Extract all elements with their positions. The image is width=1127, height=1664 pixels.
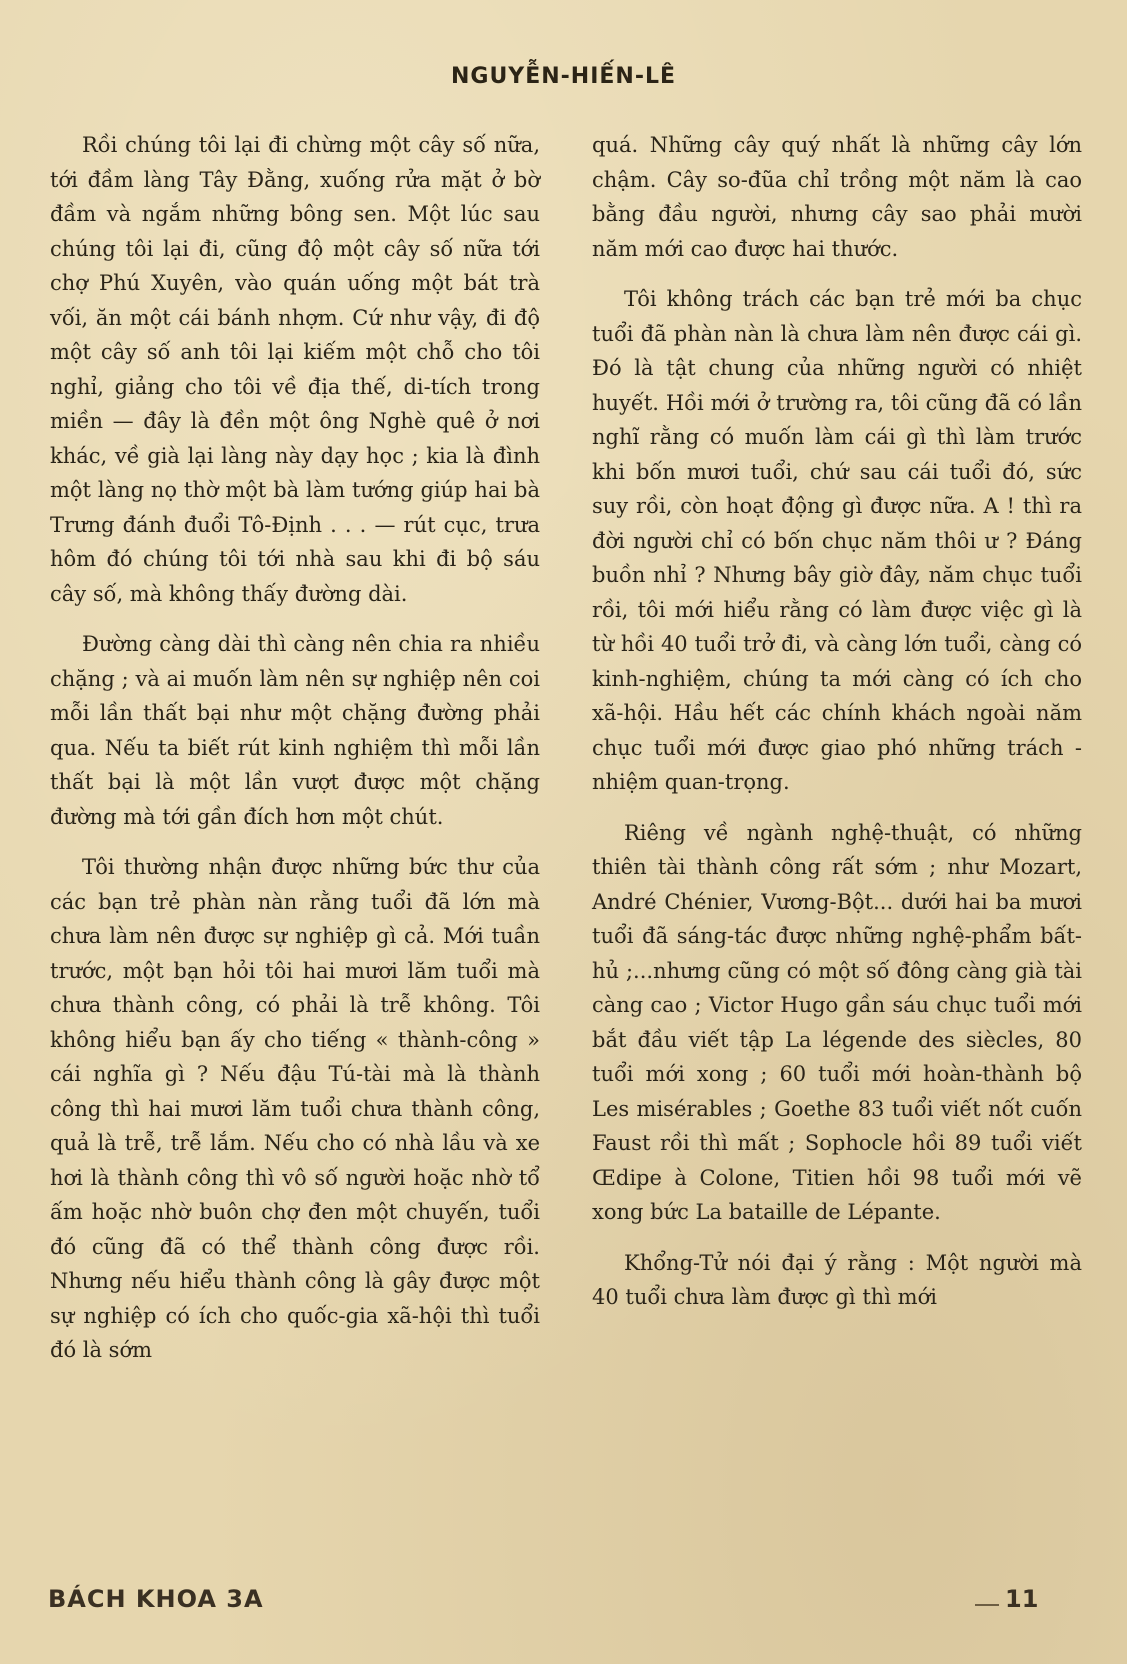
paragraph: Riêng về ngành nghệ-thuật, có những thiên tài thành công rất sớm ; như Mozart, André Chénier, Vương-Bột... dưới hai ba mươi tuổi đã sáng-tác được những nghệ-phẩm bất-hủ ;...nhưng cũng có một số đông càng già tài càng cao ; Victor Hugo gần sáu chục tuổi mới bắt đầu viết tập La légende des siècles, 80 tuổi mới xong ; 60 tuổi mới hoàn-thành bộ Les misérables ; Goethe 83 tuổi viết nốt cuốn Faust rồi thì mất ; Sophocle hồi 89 tuổi viết Œdipe à Colone, Titien hồi 98 tuổi mới vẽ xong bức La bataille de Lépante. xyxy=(592,820,1082,1224)
paragraph: Đường càng dài thì càng nên chia ra nhiều chặng ; và ai muốn làm nên sự nghiệp nên coi mỗi lần thất bại như một chặng đường phải qua. Nếu ta biết rút kinh nghiệm thì mỗi lần thất bại là một lần vượt được một chặng đường mà tới gần đích hơn một chút. xyxy=(50,632,540,829)
left-column xyxy=(50,128,540,1384)
paragraph: Rồi chúng tôi lại đi chừng một cây số nữa, tới đầm làng Tây Đằng, xuống rửa mặt ở bờ đầm và ngắm những bông sen. Một lúc sau chúng tôi lại đi, cũng độ một cây số nữa tới chợ Phú Xuyên, vào quán uống một bát trà vối, ăn một cái bánh nhợm. Cứ như vậy, đi độ một cây số anh tôi lại kiếm một chỗ cho tôi nghỉ, giảng cho tôi về địa thế, di-tích trong miền — đây là đền một ông Nghè quê ở nơi khác, về già lại làng này dạy học ; kia là đình một làng nọ thờ một bà làm tướng giúp hai bà Trưng đánh đuổi Tô-Định . . . — rút cục, trưa hôm đó chúng tôi tới nhà sau khi đi bộ sáu cây số, mà không thấy đường dài. xyxy=(50,133,540,606)
paragraph-continued: quá. Những cây quý nhất là những cây lớn chậm. Cây so-đũa chỉ trồng một năm là cao bằng đầu người, nhưng cây sao phải mười năm mới cao được hai thước. xyxy=(592,133,1082,261)
magazine-title: BÁCH KHOA 3A xyxy=(48,1585,264,1613)
running-head: NGUYỄN-HIẾN-LÊ xyxy=(450,64,677,89)
paragraph: Tôi không trách các bạn trẻ mới ba chục tuổi đã phàn nàn là chưa làm nên được cái gì. Đó là tật chung của những người có nhiệt huyết. Hồi mới ở trường ra, tôi cũng đã có lần nghĩ rằng có muốn làm cái gì thì làm trước khi bốn mươi tuổi, chứ sau cái tuổi đó, sức suy rồi, còn hoạt động gì được nữa. A ! thì ra đời người chỉ có bốn chục năm thôi ư ? Đáng buồn nhỉ ? Nhưng bây giờ đây, năm chục tuổi rồi, tôi mới hiểu rằng có làm được việc gì là từ hồi 40 tuổi trở đi, và càng lớn tuổi, càng có kinh-nghiệm, chúng ta mới càng có ích cho xã-hội. Hầu hết các chính khách ngoài năm chục tuổi mới được giao phó những trách - nhiệm quan-trọng. xyxy=(592,287,1082,794)
page-number-rule xyxy=(975,1604,999,1606)
page-number: 11 xyxy=(1005,1585,1039,1613)
paragraph: Khổng-Tử nói đại ý rằng : Một người mà 40 tuổi chưa làm được gì thì mới xyxy=(592,1250,1082,1309)
right-column xyxy=(592,128,1082,1331)
paragraph: Tôi thường nhận được những bức thư của các bạn trẻ phàn nàn rằng tuổi đã lớn mà chưa làm nên được sự nghiệp gì cả. Mới tuần trước, một bạn hỏi tôi hai mươi lăm tuổi mà chưa thành công, có phải là trễ không. Tôi không hiểu bạn ấy cho tiếng « thành-công » cái nghĩa gì ? Nếu đậu Tú-tài mà là thành công thì hai mươi lăm tuổi chưa thành công, quả là trễ, trễ lắm. Nếu cho có nhà lầu và xe hơi là thành công thì vô số người hoặc nhờ tổ ấm hoặc nhờ buôn chợ đen một chuyến, tuổi đó cũng đã có thể thành công được rồi. Nhưng nếu hiểu thành công là gây được một sự nghiệp có ích cho quốc-gia xã-hội thì tuổi đó là sớm xyxy=(50,855,540,1362)
